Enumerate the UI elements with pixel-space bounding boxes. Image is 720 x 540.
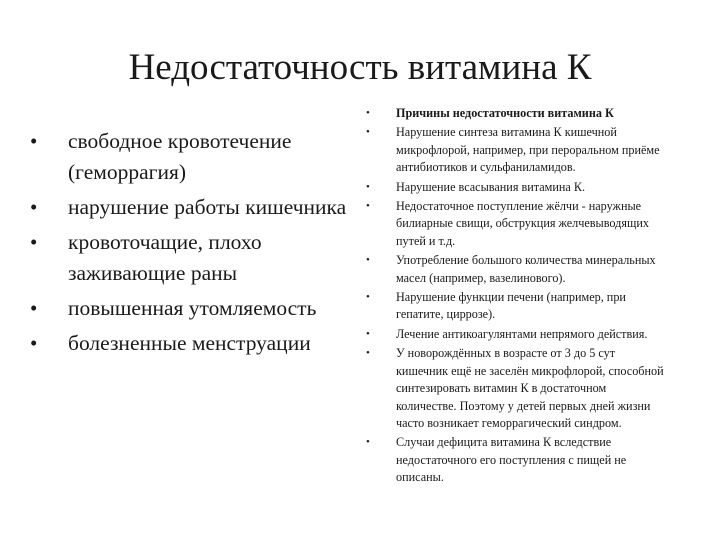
slide-title: Недостаточность витамина К [128, 47, 592, 88]
list-item [366, 124, 666, 176]
bullet-icon: • [366, 254, 370, 267]
list-item [366, 198, 666, 250]
list-item [30, 293, 360, 324]
cause-text: Нарушение функции печени (например, при гепатите, циррозе). [396, 290, 626, 322]
symptom-text: повышенная утомляемость [68, 296, 317, 320]
list-item [30, 227, 360, 289]
bullet-icon: • [366, 291, 370, 304]
cause-text: Лечение антикоагулянтами непрямого действия. [396, 326, 648, 341]
list-item [366, 252, 666, 287]
bullet-icon: • [30, 230, 38, 254]
bullet-icon: • [366, 180, 370, 193]
bullet-icon: • [366, 126, 370, 139]
symptom-text: болезненные менструации [68, 331, 311, 355]
bullet-icon: • [30, 129, 38, 153]
list-item [366, 289, 666, 324]
cause-text: Случаи дефицита витамина К вследствие недостаточного его поступления с пищей не описаны. [396, 435, 627, 485]
symptoms-list [30, 126, 360, 363]
causes-list [366, 105, 666, 489]
bullet-icon: • [366, 327, 370, 340]
bullet-icon: • [366, 347, 370, 360]
bullet-icon: • [30, 195, 38, 219]
bullet-icon: • [366, 436, 370, 449]
bullet-icon: • [30, 331, 38, 355]
list-item [366, 345, 666, 432]
list-item [30, 192, 360, 223]
list-item [366, 434, 666, 486]
cause-text: У новорождённых в возрасте от 3 до 5 сут кишечник ещё не заселён микрофлорой, способной синтезировать витамин К в достаточном количестве. Поэтому у детей первых дней жизни часто возникает геморрагический синдром. [396, 346, 664, 430]
causes-heading-item [366, 105, 666, 122]
cause-text: Употребление большого количества минеральных масел (например, вазелинового). [396, 253, 656, 285]
list-item [366, 326, 666, 343]
bullet-icon: • [30, 296, 38, 320]
cause-text: Нарушение всасывания витамина К. [396, 179, 586, 194]
bullet-icon: • [366, 200, 370, 213]
causes-heading: Причины недостаточности витамина К [396, 106, 614, 120]
bullet-icon: • [366, 107, 370, 119]
list-item [30, 328, 360, 359]
list-item [30, 126, 360, 188]
cause-text: Недостаточное поступление жёлчи - наружные билиарные свищи, обструкция желчевыводящих путей и т.д. [396, 199, 649, 248]
symptom-text: нарушение работы кишечника [68, 195, 347, 219]
cause-text: Нарушение синтеза витамина К кишечной микрофлорой, например, при пероральном приёме антибиотиков и сульфаниламидов. [396, 125, 660, 175]
list-item [366, 179, 666, 196]
symptom-text: свободное кровотечение (геморрагия) [68, 129, 292, 184]
symptom-text: кровоточащие, плохо заживающие раны [68, 230, 262, 285]
